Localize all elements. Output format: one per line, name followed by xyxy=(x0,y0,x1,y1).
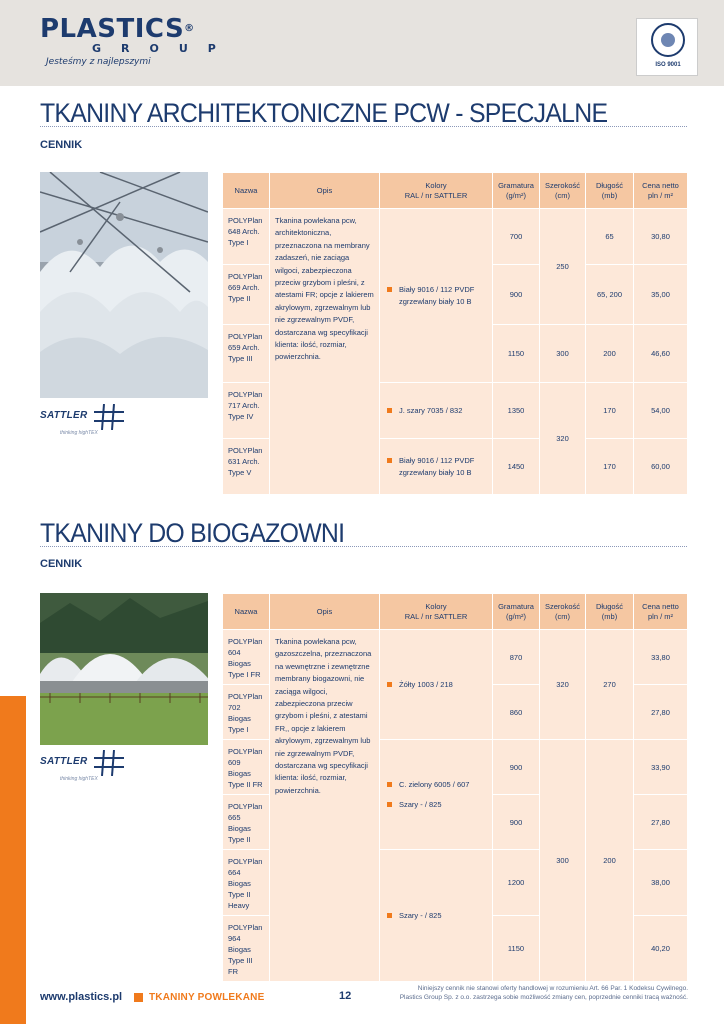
section1-title: TKANINY ARCHITEKTONICZNE PCW - SPECJALNE xyxy=(40,98,608,128)
table-header-row xyxy=(223,173,688,209)
length-cell: 170 xyxy=(586,439,634,495)
length-cell: 65 xyxy=(586,209,634,265)
weight-cell: 870 xyxy=(493,630,540,685)
price-cell: 30,80 xyxy=(634,209,688,265)
color-item: J. szary 7035 / 832 xyxy=(385,405,487,417)
page-number: 12 xyxy=(339,990,352,1002)
length-cell: 200 xyxy=(586,325,634,383)
color-item: Żółty 1003 / 218 xyxy=(385,679,487,691)
sattler-logo xyxy=(40,750,130,790)
product-name: POLYPlan 717 Arch. Type IV xyxy=(223,383,270,439)
color-item: Szary - / 825 xyxy=(385,799,487,811)
sattler-hash-icon xyxy=(94,404,124,430)
footer-website-link[interactable]: www.plastics.pl xyxy=(40,991,123,1003)
price-cell: 27,80 xyxy=(634,795,688,850)
section1-price-table xyxy=(222,172,688,495)
section2-price-table xyxy=(222,593,688,982)
sattler-hash-icon xyxy=(94,750,124,776)
width-cell: 300 xyxy=(540,740,586,982)
product-name: POLYPlan 964 Biogas Type III FR xyxy=(223,916,270,982)
footer-disclaimer xyxy=(392,984,688,1002)
col-header-szerokosc: Szerokość (cm) xyxy=(540,173,586,209)
product-name: POLYPlan 665 Biogas Type II xyxy=(223,795,270,850)
side-accent-bar xyxy=(0,696,26,1024)
col-header-opis: Opis xyxy=(270,594,380,630)
architectural-membrane-photo xyxy=(40,172,208,398)
sattler-name: SATTLER xyxy=(40,410,88,421)
width-cell: 250 xyxy=(540,209,586,325)
col-header-dlugosc: Długość (mb) xyxy=(586,173,634,209)
weight-cell: 860 xyxy=(493,685,540,740)
sattler-name: SATTLER xyxy=(40,756,88,767)
sattler-logo xyxy=(40,404,130,444)
section1-subtitle: CENNIK xyxy=(40,139,83,151)
weight-cell: 1200 xyxy=(493,850,540,916)
iso-label: ISO 9001 xyxy=(655,62,681,68)
price-cell: 27,80 xyxy=(634,685,688,740)
section2-subtitle: CENNIK xyxy=(40,558,83,570)
weight-cell: 1350 xyxy=(493,383,540,439)
weight-cell: 1150 xyxy=(493,916,540,982)
footer-note-line1: Niniejszy cennik nie stanowi oferty handlowej w rozumieniu Art. 66 Par. 1 Kodeksu Cywilnego. xyxy=(417,985,688,992)
col-header-nazwa: Nazwa xyxy=(223,594,270,630)
length-cell: 170 xyxy=(586,383,634,439)
length-cell: 65, 200 xyxy=(586,265,634,325)
section2-title: TKANINY DO BIOGAZOWNI xyxy=(40,518,345,548)
length-cell: 200 xyxy=(586,740,634,982)
col-header-opis: Opis xyxy=(270,173,380,209)
color-cell xyxy=(380,383,493,439)
logo-slogan: Jesteśmy z najlepszymi xyxy=(46,57,151,67)
color-cell xyxy=(380,850,493,982)
price-cell: 46,60 xyxy=(634,325,688,383)
weight-cell: 700 xyxy=(493,209,540,265)
col-header-kolory: Kolory RAL / nr SATTLER xyxy=(380,173,493,209)
sattler-tagline: thinking highTEX xyxy=(60,430,98,436)
page-header xyxy=(0,0,724,86)
table-header-row xyxy=(223,594,688,630)
logo-group-text: GROUP xyxy=(92,42,236,55)
weight-cell: 1450 xyxy=(493,439,540,495)
product-name: POLYPlan 631 Arch. Type V xyxy=(223,439,270,495)
product-name: POLYPlan 604 Biogas Type I FR xyxy=(223,630,270,685)
product-description: Tkanina powlekana pcw, architektoniczna, przeznaczona na membrany zadaszeń, nie zaciąga wilgoci, zabezpieczona przeciw grzybom i pleśni, z atestami FR; opcje z lakierem akrylowym, zgrzewalnym lub nie zgrzewalnym PVDF, dostarczana wg specyfikacji klienta: ilość, rozmiar, powierzchnia. xyxy=(270,209,380,495)
product-name: POLYPlan 648 Arch. Type I xyxy=(223,209,270,265)
color-item: Szary - / 825 xyxy=(385,910,487,922)
color-cell xyxy=(380,630,493,740)
col-header-gramatura: Gramatura (g/m²) xyxy=(493,173,540,209)
plastics-group-logo[interactable] xyxy=(40,16,236,68)
width-cell: 320 xyxy=(540,383,586,495)
weight-cell: 1150 xyxy=(493,325,540,383)
color-item: C. zielony 6005 / 607 xyxy=(385,779,487,791)
price-cell: 54,00 xyxy=(634,383,688,439)
biogas-plant-photo xyxy=(40,593,208,745)
footer-section-name: TKANINY POWLEKANE xyxy=(149,992,265,1003)
weight-cell: 900 xyxy=(493,795,540,850)
price-cell: 33,90 xyxy=(634,740,688,795)
iso-certificate-badge xyxy=(636,18,698,76)
price-cell: 38,00 xyxy=(634,850,688,916)
product-name: POLYPlan 609 Biogas Type II FR xyxy=(223,740,270,795)
price-cell: 40,20 xyxy=(634,916,688,982)
col-header-nazwa: Nazwa xyxy=(223,173,270,209)
iso-seal-icon xyxy=(651,23,685,57)
footer-note-line2: Plastics Group Sp. z o.o. zastrzega sobie możliwość zmiany cen, poprzednie cenniki tracą ważność. xyxy=(399,994,688,1001)
col-header-dlugosc: Długość (mb) xyxy=(586,594,634,630)
width-cell: 320 xyxy=(540,630,586,740)
col-header-szerokosc: Szerokość (cm) xyxy=(540,594,586,630)
sattler-tagline: thinking highTEX xyxy=(60,776,98,782)
width-cell: 300 xyxy=(540,325,586,383)
color-cell xyxy=(380,209,493,383)
color-cell xyxy=(380,439,493,495)
product-name: POLYPlan 702 Biogas Type I xyxy=(223,685,270,740)
color-item: Biały 9016 / 112 PVDF zgrzewlany biały 10 B xyxy=(385,455,487,479)
product-name: POLYPlan 669 Arch. Type II xyxy=(223,265,270,325)
price-cell: 33,80 xyxy=(634,630,688,685)
table-row xyxy=(223,630,688,685)
registered-mark-icon: ® xyxy=(184,23,195,34)
product-name: POLYPlan 659 Arch. Type III xyxy=(223,325,270,383)
col-header-cena: Cena netto pln / m² xyxy=(634,594,688,630)
product-name: POLYPlan 664 Biogas Type II Heavy xyxy=(223,850,270,916)
color-item: Biały 9016 / 112 PVDF zgrzewlany biały 10 B xyxy=(385,284,487,308)
col-header-kolory: Kolory RAL / nr SATTLER xyxy=(380,594,493,630)
price-cell: 60,00 xyxy=(634,439,688,495)
product-description: Tkanina powlekana pcw, gazoszczelna, przeznaczona na wewnętrzne i zewnętrzne membrany biogazowni, nie zaciąga wilgoci, zabezpieczona przeciw grzybom i pleśni, z atestami FR,, opcje z lakierem akrylowym, zgrzewalnym lub nie zgrzewalnym PVDF, dostarczana wg specyfikacji klienta: ilość, rozmiar, powierzchnia. xyxy=(270,630,380,982)
weight-cell: 900 xyxy=(493,740,540,795)
price-cell: 35,00 xyxy=(634,265,688,325)
col-header-gramatura: Gramatura (g/m²) xyxy=(493,594,540,630)
weight-cell: 900 xyxy=(493,265,540,325)
logo-main-text: PLASTICS xyxy=(40,14,185,44)
section1-divider xyxy=(40,126,687,127)
section2-divider xyxy=(40,546,687,547)
length-cell: 270 xyxy=(586,630,634,740)
col-header-cena: Cena netto pln / m² xyxy=(634,173,688,209)
color-cell xyxy=(380,740,493,850)
table-row xyxy=(223,209,688,265)
footer-square-icon xyxy=(134,993,143,1002)
